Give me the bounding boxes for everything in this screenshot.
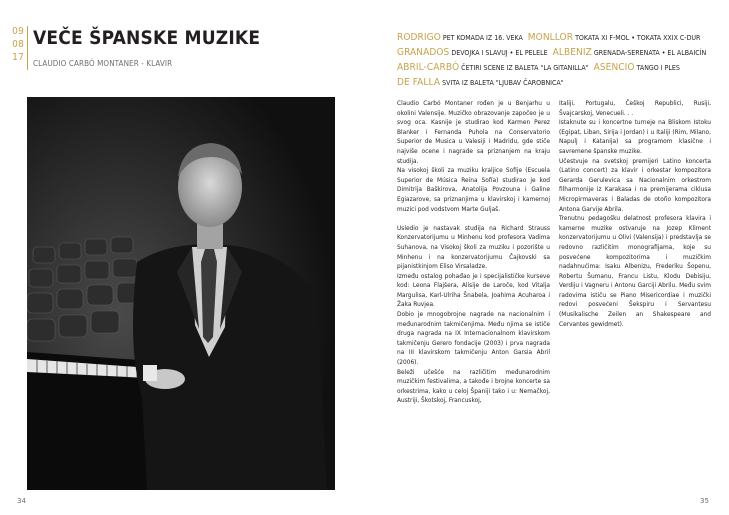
composer-name: GRANADOS: [397, 47, 450, 58]
bio-paragraph: Na visokoj školi za muziku kraljice Sofije (Escuela Superior de Música Reina Sofía) studirao je kod Dimitrija Baškirova, Anatolija Povzouna i Galine Egiazarove, sa priznanjima u klavirskoj i kamernoj muzici pod vodstvom Marte Guljaš.: [397, 166, 550, 213]
bio-paragraph: Između ostalog pohađao je i specijalističke kurseve kod: Leona Flajšera, Alisije de Laroče, kod Vitalja Margulisa, Karl-Ulriha Šnabela, Joahima Acuharoa i Žaka Ruvjea.: [397, 271, 550, 309]
bio-paragraph: Beleži učešće na različitim međunarodnim muzičkim festivalima, a takođe i brojne koncerte sa orkestrima, kako u celoj Španiji tako i u: Nemačkoj, Austriji, Škotskoj, Francuskoj,: [397, 367, 550, 405]
page-title: VEČE ŠPANSKE MUZIKE: [33, 27, 261, 49]
pianist-photo-illustration: [27, 97, 335, 490]
composer-name: ASENCIO: [593, 62, 635, 73]
bio-paragraph: Dobio je mnogobrojne nagrade na nacionalnim i međunarodnim takmičenjima. Među njima se ističe druga nagrada na IX Internacionalnom klavirskom takmičenju Gerero fondacije (2003) i prva nagrada na III klavirskom takmičenju Anton Garsia Abril (2006).: [397, 310, 550, 367]
bio-paragraph: Istaknute su i koncertne turneje na Bliskom Istoku (Egipat, Liban, Sirija i Jordan) i u Italiji (Rim, Milano, Napulj i Katanija) sa programom klasične i savremene španske muzike.: [559, 118, 711, 155]
pianist-photo: [27, 97, 335, 490]
composer-name: ABRIL-CARBÓ: [397, 62, 460, 73]
work-title: DEVOJKA I SLAVUJ • EL PELELE: [451, 49, 548, 57]
bio-paragraph: Usledio je nastavak studija na Richard Strauss Konzervatorijumu u Minhenu kod profesora Vadima Suhanova, na Visokoj školi za muziku i pozorište u Minhenu i na konzervatorijumu Čajkovski sa pijanistkinjom Eliso Virsaladze.: [397, 223, 550, 271]
work-title: TANGO I PLES: [636, 64, 680, 72]
work-title: TOKATA XI F-MOL • TOKATA XXIX C-DUR: [575, 34, 701, 42]
composer-name: MONLLOR: [527, 32, 574, 43]
page-number-left: 34: [17, 497, 26, 505]
date-month: 08: [12, 39, 24, 50]
composer-name: RODRIGO: [397, 32, 441, 43]
work-title: PET KOMADA IZ 16. VEKA: [442, 34, 523, 42]
date-day: 09: [12, 26, 24, 37]
concert-date: [8, 25, 24, 64]
date-year: 17: [12, 52, 24, 63]
bio-paragraph: Učestvuje na svetskoj premijeri Latino koncerta (Latino concert) za klavir i orkestar kompozitora Gerarda Gerulevica sa Nacionalnim orkestrom filharmonije iz Karakasa i na premijerama ciklusa Micropirmaveras i Baladas de otoño kompozitora Antona Garvije Abrila.: [559, 156, 711, 213]
program-line: [397, 57, 722, 72]
date-divider: [27, 26, 28, 70]
bio-paragraph: Italiji, Portugalu, Češkoj Republici, Rusiji, Švajcarskoj, Venecueli. . .: [559, 99, 711, 117]
work-title: ČETIRI SCENE IZ BALETA "LA GITANILLA": [461, 64, 589, 72]
bio-paragraph: Trenutnu pedagošku delatnost profesora klavira i kamerne muzike ostvaruje na Jozep Kliment konzervatorijumu u Olivi (Valensija) i predstavlja se redovno različitim monografijama, koje su posvećene kompozitorima i muzičkim nadahnućima: Isaku Albenizu, Frederiku Šopenu, Robertu Šumanu, Francu Listu, Klodu Debisiju, Verdiju i Vagneru i Antonu Garciji Abrilu. Među svim radovima ističu se Piano Misericordiae i muzički redovi posvećeni Šekspiru i Servantesu (Musikalische Zeilen an Shakespeare and Cervantes gewidmet).: [559, 214, 711, 328]
program-line: [397, 42, 722, 57]
left-page: [0, 0, 364, 515]
work-title: SVITA IZ BALETA "LJUBAV ČAROBNICA": [442, 79, 564, 87]
program-line: [397, 72, 722, 87]
bio-paragraph: Claudio Carbó Montaner rođen je u Benjarhu u okolini Valensije. Muzičko obrazovanje započeo je u svog oca. Kasnije je studirao kod Karmen Perez Blanker i Fernanda Puhola na Conservatorio Superior de Musica u Valesiji i Madridu, gde stiče najviše ocene i nagrade sa priznanjem na kraju studija.: [397, 99, 550, 165]
performer-subtitle: CLAUDIO CARBÓ MONTANER - KLAVIR: [33, 59, 173, 68]
program-line: [397, 27, 722, 42]
composer-name: ALBENIZ: [552, 47, 592, 58]
page-number-right: 35: [700, 497, 709, 505]
concert-program: [397, 27, 722, 87]
composer-name: DE FALLA: [397, 77, 441, 88]
bio-column-2: [559, 99, 711, 329]
work-title: GRENADA-SERENATA • EL ALBAICÍN: [593, 49, 707, 57]
bio-column-1: [397, 99, 550, 406]
